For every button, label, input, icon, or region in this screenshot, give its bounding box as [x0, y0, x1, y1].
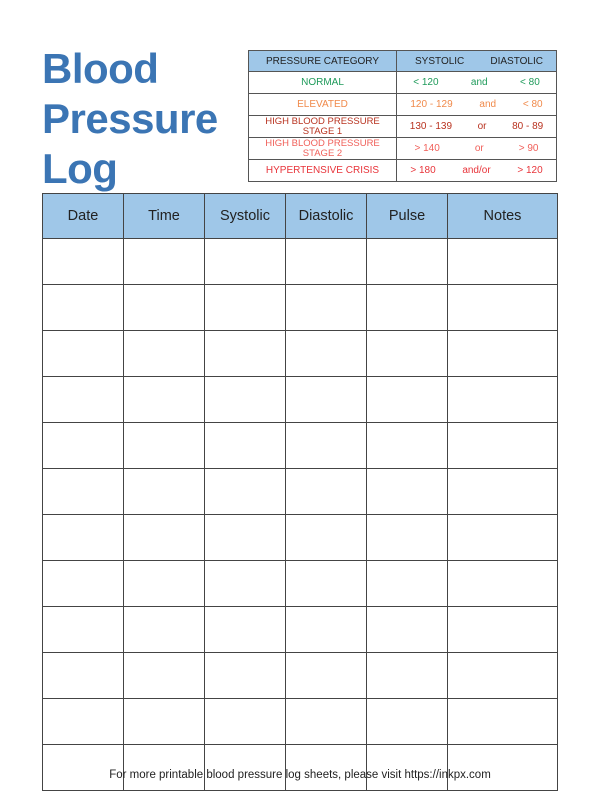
diastolic-value: > 120 — [517, 165, 543, 176]
connector-word: and — [470, 77, 488, 88]
log-row — [43, 469, 558, 515]
diastolic-value: 80 - 89 — [512, 121, 544, 132]
log-cell-pulse[interactable] — [367, 331, 448, 377]
log-cell-date[interactable] — [43, 377, 124, 423]
log-cell-time[interactable] — [124, 515, 205, 561]
log-cell-date[interactable] — [43, 561, 124, 607]
systolic-value: > 180 — [410, 165, 436, 176]
title-line-1: Blood — [42, 45, 159, 92]
log-cell-notes[interactable] — [448, 699, 558, 745]
log-cell-diastolic[interactable] — [286, 561, 367, 607]
log-cell-time[interactable] — [124, 423, 205, 469]
log-cell-time[interactable] — [124, 561, 205, 607]
systolic-value: 130 - 139 — [409, 121, 453, 132]
log-cell-systolic[interactable] — [205, 331, 286, 377]
log-cell-systolic[interactable] — [205, 239, 286, 285]
log-cell-notes[interactable] — [448, 607, 558, 653]
log-cell-pulse[interactable] — [367, 469, 448, 515]
column-header-time: Time — [124, 194, 205, 239]
log-cell-time[interactable] — [124, 285, 205, 331]
column-header-diastolic: Diastolic — [286, 194, 367, 239]
title-line-2: Pressure — [42, 95, 218, 142]
log-row — [43, 699, 558, 745]
log-cell-systolic[interactable] — [205, 377, 286, 423]
header-diastolic: DIASTOLIC — [490, 55, 543, 67]
page-title — [42, 44, 218, 194]
category-values — [397, 72, 557, 94]
log-cell-diastolic[interactable] — [286, 469, 367, 515]
log-row — [43, 561, 558, 607]
log-cell-systolic[interactable] — [205, 515, 286, 561]
log-cell-diastolic[interactable] — [286, 239, 367, 285]
category-values — [397, 116, 557, 138]
log-cell-systolic[interactable] — [205, 607, 286, 653]
log-cell-pulse[interactable] — [367, 515, 448, 561]
log-cell-pulse[interactable] — [367, 377, 448, 423]
log-cell-pulse[interactable] — [367, 239, 448, 285]
column-header-date: Date — [43, 194, 124, 239]
category-label: HIGH BLOOD PRESSURE STAGE 1 — [249, 116, 397, 138]
log-cell-diastolic[interactable] — [286, 515, 367, 561]
log-cell-notes[interactable] — [448, 515, 558, 561]
log-cell-date[interactable] — [43, 331, 124, 377]
log-cell-systolic[interactable] — [205, 561, 286, 607]
diastolic-value: < 80 — [522, 99, 543, 110]
log-cell-systolic[interactable] — [205, 745, 286, 791]
column-header-pulse: Pulse — [367, 194, 448, 239]
log-cell-date[interactable] — [43, 239, 124, 285]
log-cell-date[interactable] — [43, 515, 124, 561]
category-label: HYPERTENSIVE CRISIS — [249, 160, 397, 182]
header-systolic-diastolic — [397, 51, 557, 72]
reference-row — [249, 160, 557, 182]
reference-row — [249, 94, 557, 116]
log-cell-pulse[interactable] — [367, 607, 448, 653]
footer-note: For more printable blood pressure log sheets, please visit https://inkpx.com — [109, 769, 491, 781]
column-header-systolic: Systolic — [205, 194, 286, 239]
log-cell-notes[interactable] — [448, 423, 558, 469]
log-row — [43, 607, 558, 653]
log-cell-diastolic[interactable] — [286, 607, 367, 653]
log-cell-diastolic[interactable] — [286, 653, 367, 699]
log-row — [43, 653, 558, 699]
log-row — [43, 331, 558, 377]
category-label: HIGH BLOOD PRESSURE STAGE 2 — [249, 138, 397, 160]
blood-pressure-log-table — [42, 193, 558, 791]
log-cell-date[interactable] — [43, 469, 124, 515]
log-row — [43, 745, 558, 791]
connector-word: or — [477, 121, 487, 132]
category-label: NORMAL — [249, 72, 397, 94]
log-row — [43, 515, 558, 561]
log-cell-date[interactable] — [43, 653, 124, 699]
log-cell-systolic[interactable] — [205, 653, 286, 699]
log-row — [43, 377, 558, 423]
log-row — [43, 285, 558, 331]
log-cell-pulse[interactable] — [367, 561, 448, 607]
column-header-notes: Notes — [448, 194, 558, 239]
log-cell-systolic[interactable] — [205, 699, 286, 745]
log-cell-notes[interactable] — [448, 239, 558, 285]
pressure-category-reference-table — [248, 50, 557, 182]
log-cell-pulse[interactable] — [367, 423, 448, 469]
log-cell-notes[interactable] — [448, 331, 558, 377]
diastolic-value: < 80 — [520, 77, 540, 88]
log-cell-pulse[interactable] — [367, 745, 448, 791]
log-cell-date[interactable] — [43, 699, 124, 745]
reference-row — [249, 116, 557, 138]
log-cell-systolic[interactable] — [205, 423, 286, 469]
log-cell-notes[interactable] — [448, 745, 558, 791]
log-cell-systolic[interactable] — [205, 469, 286, 515]
log-cell-notes[interactable] — [448, 377, 558, 423]
log-cell-date[interactable] — [43, 423, 124, 469]
log-cell-pulse[interactable] — [367, 653, 448, 699]
log-cell-notes[interactable] — [448, 653, 558, 699]
log-cell-time[interactable] — [124, 653, 205, 699]
log-cell-diastolic[interactable] — [286, 331, 367, 377]
header-pressure-category: PRESSURE CATEGORY — [249, 51, 397, 72]
log-cell-time[interactable] — [124, 239, 205, 285]
diastolic-value: > 90 — [518, 143, 539, 154]
log-cell-time[interactable] — [124, 331, 205, 377]
log-cell-systolic[interactable] — [205, 285, 286, 331]
log-cell-diastolic[interactable] — [286, 423, 367, 469]
log-cell-time[interactable] — [124, 607, 205, 653]
log-cell-notes[interactable] — [448, 285, 558, 331]
systolic-value: 120 - 129 — [410, 99, 453, 110]
log-cell-date[interactable] — [43, 745, 124, 791]
log-row — [43, 239, 558, 285]
log-cell-notes[interactable] — [448, 469, 558, 515]
log-cell-diastolic[interactable] — [286, 745, 367, 791]
systolic-value: > 140 — [414, 143, 440, 154]
log-cell-pulse[interactable] — [367, 285, 448, 331]
connector-word: and — [479, 99, 497, 110]
systolic-value: < 120 — [413, 77, 439, 88]
log-cell-diastolic[interactable] — [286, 377, 367, 423]
log-row — [43, 423, 558, 469]
log-cell-time[interactable] — [124, 377, 205, 423]
category-values — [397, 94, 557, 116]
log-cell-pulse[interactable] — [367, 699, 448, 745]
title-line-3: Log — [42, 145, 118, 192]
log-cell-diastolic[interactable] — [286, 699, 367, 745]
log-cell-date[interactable] — [43, 285, 124, 331]
log-cell-date[interactable] — [43, 607, 124, 653]
log-cell-notes[interactable] — [448, 561, 558, 607]
reference-row — [249, 72, 557, 94]
category-values — [397, 160, 557, 182]
connector-word: or — [474, 143, 484, 154]
reference-row — [249, 138, 557, 160]
category-values — [397, 138, 557, 160]
log-cell-time[interactable] — [124, 469, 205, 515]
connector-word: and/or — [462, 165, 491, 176]
log-cell-time[interactable] — [124, 699, 205, 745]
header-systolic: SYSTOLIC — [415, 55, 465, 67]
log-cell-time[interactable] — [124, 745, 205, 791]
log-cell-diastolic[interactable] — [286, 285, 367, 331]
category-label: ELEVATED — [249, 94, 397, 116]
